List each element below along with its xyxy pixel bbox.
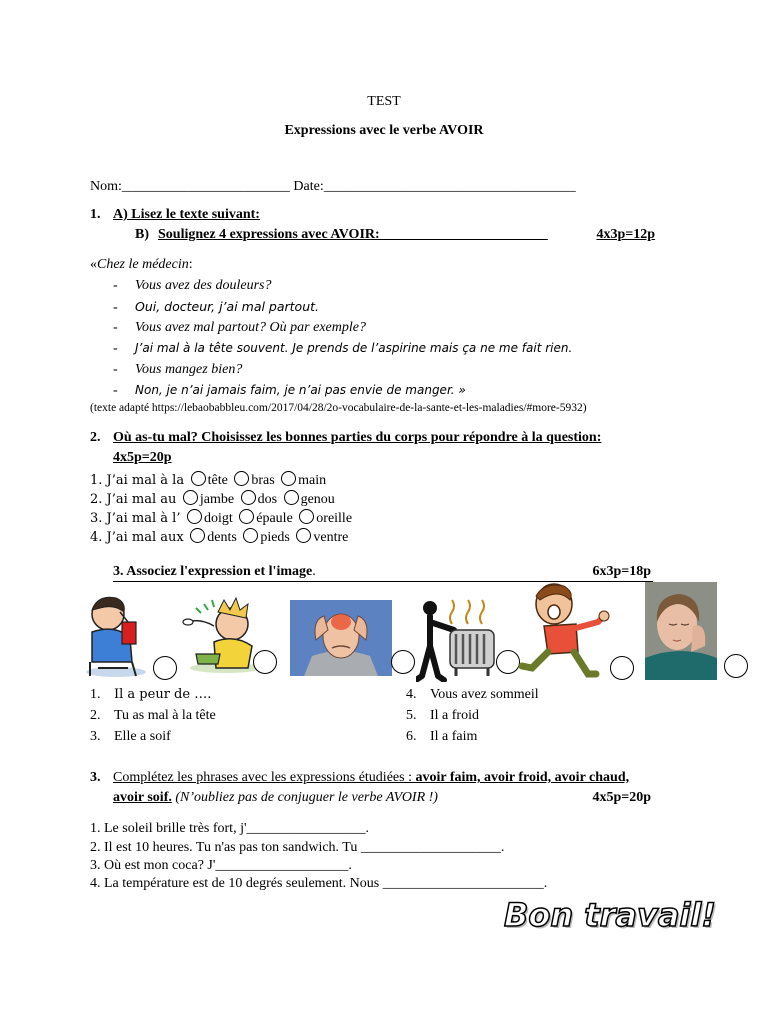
closing-message: Bon travail! [504,896,716,934]
option-label: dos [257,492,278,507]
dialogue-line-6 [113,383,466,399]
answer-circle-2[interactable] [253,650,277,674]
radio-circle[interactable] [183,490,198,505]
dialogue-text: Vous avez des douleurs? [135,278,272,293]
radio-circle[interactable] [187,509,202,524]
option-label: genou [300,492,335,507]
q3-title: 3. Associez l'expression et l'image [113,564,313,579]
q1-part-b-letter: B) [135,227,149,242]
q4-points: 4x5p=20p [592,790,651,805]
answer-circle-1[interactable] [153,656,177,680]
q4-prompt-plain: Complétez les phrases avec les expressions étudiées : [113,770,416,785]
q2-item-1 [90,471,326,489]
dialogue-colon: : [188,257,193,272]
option-label: bras [251,473,275,488]
name-label: Nom: [90,179,122,194]
q4-number: 3. [90,770,101,785]
radio-circle[interactable] [190,528,205,543]
dialogue-line-2 [113,299,319,316]
q1-part-a [90,207,260,223]
radio-circle[interactable] [239,509,254,524]
source-citation: (texte adapté https://lebaobabbleu.com/2017/04/28/2o-vocabulaire-de-la-sante-et-les-maladies/#more-5932) [90,402,587,414]
option-label: pieds [260,530,290,545]
q3-item-1 [90,687,211,703]
option-label: ventre [313,530,349,545]
q1-part-b-fill: ________________________ [379,227,548,242]
q2-prompt [90,430,601,446]
q3-points: 6x3p=18p [592,564,651,579]
headache-image [290,600,392,676]
q1-number: 1. [90,207,101,222]
worksheet-title: Expressions avec le verbe AVOIR [284,123,484,138]
cold-man-image [416,596,498,682]
boy-drinking-image [78,592,154,680]
name-field[interactable]: ________________________ [121,179,290,194]
item-number: 5. [406,708,417,723]
q3-item-6 [406,729,477,745]
dialogue-text: Oui, docteur, j’ai mal partout. [135,299,320,314]
radio-circle[interactable] [191,471,206,486]
radio-circle[interactable] [243,528,258,543]
dash: - [113,341,118,356]
q2-item-3 [90,509,352,527]
q2-item-2 [90,490,335,508]
radio-circle[interactable] [281,471,296,486]
item-number: 4. [406,687,417,702]
radio-circle[interactable] [299,509,314,524]
dash: - [113,383,118,398]
q2-stem: 1. J’ai mal à la [90,473,185,488]
q2-points: 4x5p=20p [113,450,172,465]
item-number: 2. [90,708,101,723]
q2-stem: 4. J’ai mal aux [90,530,184,545]
q3-item-2 [90,708,216,724]
q2-stem: 3. J’ai mal à l’ [90,511,181,526]
radio-circle[interactable] [234,471,249,486]
option-label: tête [207,473,228,488]
dialogue-open-quote: « [90,257,97,272]
answer-circle-3[interactable] [391,650,415,674]
option-label: dents [207,530,237,545]
item-text: Il a faim [430,729,478,744]
q4-prompt-line-2 [113,790,653,806]
item-number: 1. [90,687,101,702]
q4-prompt-line-1 [90,770,629,786]
dialogue-line-1 [113,278,272,294]
option-label: main [298,473,327,488]
item-text: Il a froid [430,708,479,723]
test-heading: TEST [367,94,401,109]
dialogue-line-3 [113,320,366,336]
answer-circle-5[interactable] [610,656,634,680]
q3-title-period: . [312,564,316,579]
item-text: Vous avez sommeil [430,687,539,702]
dialogue-text: Non, je n’ai jamais faim, je n’ai pas envie de manger. » [135,383,466,397]
dialogue-text: Vous avez mal partout? Où par exemple? [135,320,366,335]
dialogue-line-5 [113,362,242,378]
q3-item-4 [406,687,539,703]
q3-heading [113,564,653,582]
q4-sentence-2: 2. Il est 10 heures. Tu n'as pas ton sandwich. Tu ____________________. [90,840,505,855]
q2-stem: 2. J’ai mal au [90,492,177,507]
radio-circle[interactable] [284,490,299,505]
date-label: Date: [293,179,324,194]
dash: - [113,320,118,335]
q1-points: 4x3p=12p [596,227,655,242]
radio-circle[interactable] [241,490,256,505]
item-text: Tu as mal à la tête [114,708,216,723]
name-date-row [90,179,576,195]
q4-instruction: (N’oubliez pas de conjuguer le verbe AVOIR !) [175,790,438,805]
scared-boy-image [518,582,610,682]
q4-sentence-1: 1. Le soleil brille très fort, j'_________________. [90,821,369,836]
dash: - [113,278,118,293]
dash: - [113,300,118,315]
item-text: Elle a soif [114,729,171,744]
q4-sentence-3: 3. Où est mon coca? J'___________________. [90,858,352,873]
q2-number: 2. [90,430,101,445]
radio-circle[interactable] [296,528,311,543]
dash: - [113,362,118,377]
q3-item-3 [90,729,171,745]
item-number: 6. [406,729,417,744]
q1-part-b-label: Soulignez 4 expressions avec AVOIR: [158,227,380,242]
option-label: jambe [199,492,235,507]
q4-prompt-expressions-2: avoir soif. [113,790,172,805]
date-field[interactable]: ____________________________________ [323,179,576,194]
option-label: oreille [316,511,353,526]
sleepy-girl-image [645,582,717,680]
item-text: Il a peur de …. [114,687,212,702]
answer-circle-4[interactable] [496,650,520,674]
q2-prompt-text: Où as-tu mal? Choisissez les bonnes parties du corps pour répondre à la question: [113,430,602,445]
dialogue-text: J’ai mal à la tête souvent. Je prends de l’aspirine mais ça ne me fait rien. [135,341,573,355]
option-label: épaule [256,511,293,526]
dialogue-setting: Chez le médecin [97,257,189,272]
option-label: doigt [203,511,233,526]
q1-part-b [135,227,655,243]
dialogue-intro [90,257,193,273]
q4-prompt-expressions: avoir faim, avoir froid, avoir chaud, [415,770,630,785]
dialogue-text: Vous mangez bien? [135,362,243,377]
q4-sentence-4: 4. La température est de 10 degrés seulement. Nous _______________________. [90,876,548,891]
answer-circle-6[interactable] [724,654,748,678]
q3-item-5 [406,708,479,724]
item-number: 3. [90,729,101,744]
dialogue-line-4 [113,341,572,357]
q1-part-a-label: A) Lisez le texte suivant: [113,207,260,222]
q2-item-4 [90,528,348,546]
